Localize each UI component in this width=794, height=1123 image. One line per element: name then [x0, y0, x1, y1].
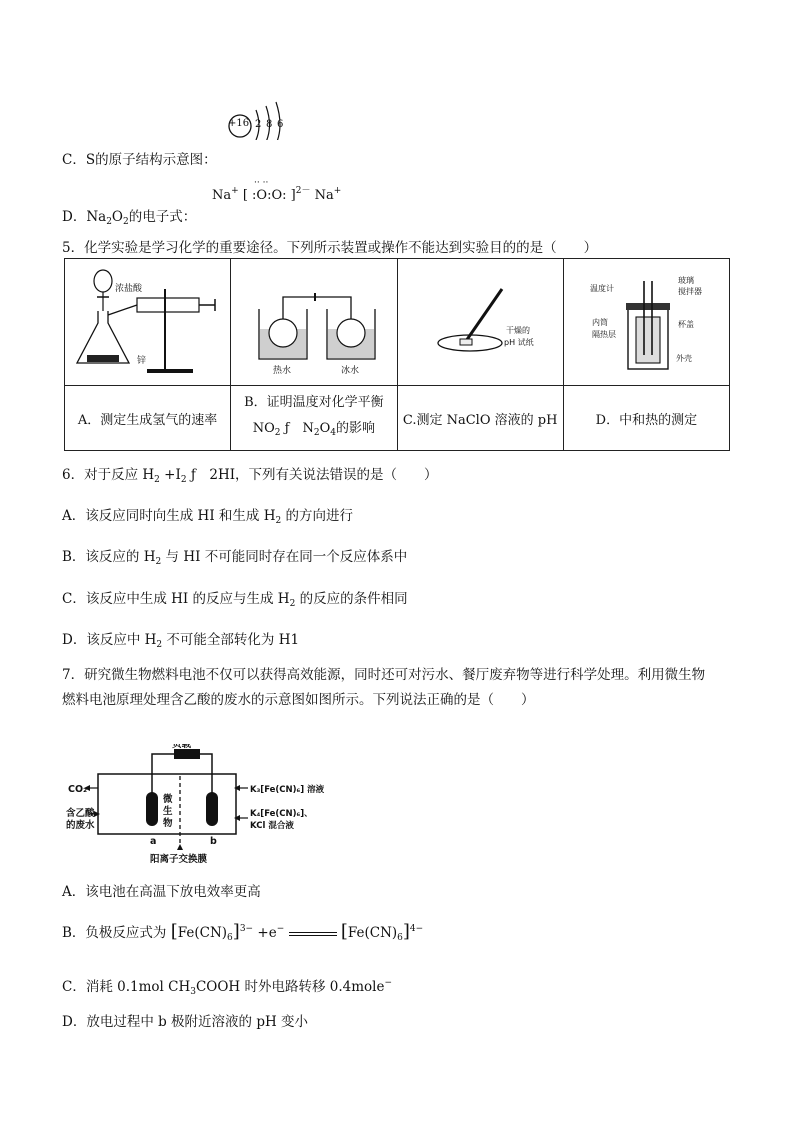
label-ph-paper: pH 试纸: [503, 338, 534, 347]
q5-option-c: C.测定 NaClO 溶液的 pH: [397, 386, 563, 451]
label-membrane: 阳离子交换膜: [150, 854, 208, 864]
q7-option-d: D．放电过程中 b 极附近溶液的 pH 变小: [62, 1014, 309, 1030]
label-electrode-a: a: [150, 836, 157, 847]
q5-option-d: D．中和热的测定: [563, 386, 729, 451]
q5-figure-b: [231, 259, 397, 386]
shell-1-count: 2: [255, 119, 262, 130]
label-stirrer: 搅拌器: [677, 287, 702, 296]
label-microbe-3: 物: [163, 818, 173, 829]
q5-option-a: A．测定生成氢气的速率: [65, 386, 231, 451]
label-dry: 干燥的: [505, 326, 530, 335]
q6-option-d: D．该反应中 $H_2$ 不可能全部转化为 H1: [62, 632, 300, 650]
label-hot-water: 热水: [273, 366, 292, 376]
label-microbe-1: 微: [163, 794, 173, 805]
q5-stem: 5．化学实验是学习化学的重要途径。下列所示装置或操作不能达到实验目的的是（ ）: [62, 240, 598, 256]
nucleus-charge: +16: [228, 118, 250, 129]
shell-3-count: 6: [277, 119, 284, 130]
q7-fuel-cell-figure: [66, 744, 336, 864]
label-shell: 外壳: [675, 354, 692, 363]
q5-figure-a: [65, 259, 231, 386]
label-inner-cup: 内筒: [591, 318, 608, 327]
sulfur-atom-diagram: [226, 96, 296, 140]
na2o2-electron-formula: Na+ [ ·· ·· :O:O: ]$^{2-}$ Na+: [212, 178, 342, 203]
q6-stem: 6．对于反应 $H_2 +I_2$ ƒ 2HI，下列有关说法错误的是（ ）: [62, 467, 438, 485]
label-ice-water: 冰水: [341, 366, 360, 376]
q4-option-d: D．$Na_2O_2$的电子式：: [62, 209, 197, 227]
q6-option-a: A．该反应同时向生成 HI 和生成 $H_2$ 的方向进行: [62, 508, 354, 526]
label-ferricyanide: K₃[Fe(CN)₆] 溶液: [250, 785, 325, 795]
label-electrode-b: b: [210, 836, 217, 847]
q7-option-b: B．负极反应式为 $[Fe(CN)_6]^{3-} +e^-$ $[Fe(CN)_6]^{4-}$: [62, 921, 424, 943]
label-load: 负载: [172, 744, 192, 750]
label-zinc: 锌: [137, 356, 147, 366]
q7-option-c: C．消耗 0.1mol $CH_3COOH$ 时外电路转移 0.4mole−: [62, 978, 393, 997]
label-thermometer: 温度计: [589, 284, 614, 293]
label-insulation: 隔热层: [591, 330, 616, 339]
q7-stem-line2: 燃料电池原理处理含乙酸的废水的示意图如图所示。下列说法正确的是（ ）: [62, 692, 535, 708]
q7-option-a: A．该电池在高温下放电效率更高: [62, 884, 261, 900]
q4-option-c: C．S的原子结构示意图：: [62, 152, 217, 168]
label-ferrocyanide-2: KCl 混合液: [250, 821, 294, 831]
label-ferrocyanide-1: K₄[Fe(CN)₆]、: [250, 809, 313, 819]
q5-option-b: B．证明温度对化学平衡 $NO_2$ ƒ $N_2O_4$的影响: [231, 386, 397, 451]
q5-figure-table: [64, 258, 730, 451]
label-acetic-wastewater-2: 的废水: [66, 820, 95, 831]
q5-figure-c: [397, 259, 563, 386]
label-conc-hcl: 浓盐酸: [115, 284, 143, 294]
q7-stem-line1: 7．研究微生物燃料电池不仅可以获得高效能源，同时还可对污水、餐厅废弃物等进行科学处理。利用微生物: [62, 667, 706, 683]
label-acetic-wastewater-1: 含乙酸: [66, 808, 95, 819]
label-microbe-2: 生: [163, 806, 173, 817]
label-co2: CO₂: [68, 784, 88, 795]
label-lid: 杯盖: [677, 320, 694, 329]
q5-figure-d: [563, 259, 729, 386]
q6-option-c: C．该反应中生成 HI 的反应与生成 $H_2$ 的反应的条件相同: [62, 591, 408, 609]
label-glass: 玻璃: [677, 276, 694, 285]
shell-2-count: 8: [266, 119, 273, 130]
q6-option-b: B．该反应的 $H_2$ 与 HI 不可能同时存在同一个反应体系中: [62, 549, 408, 567]
